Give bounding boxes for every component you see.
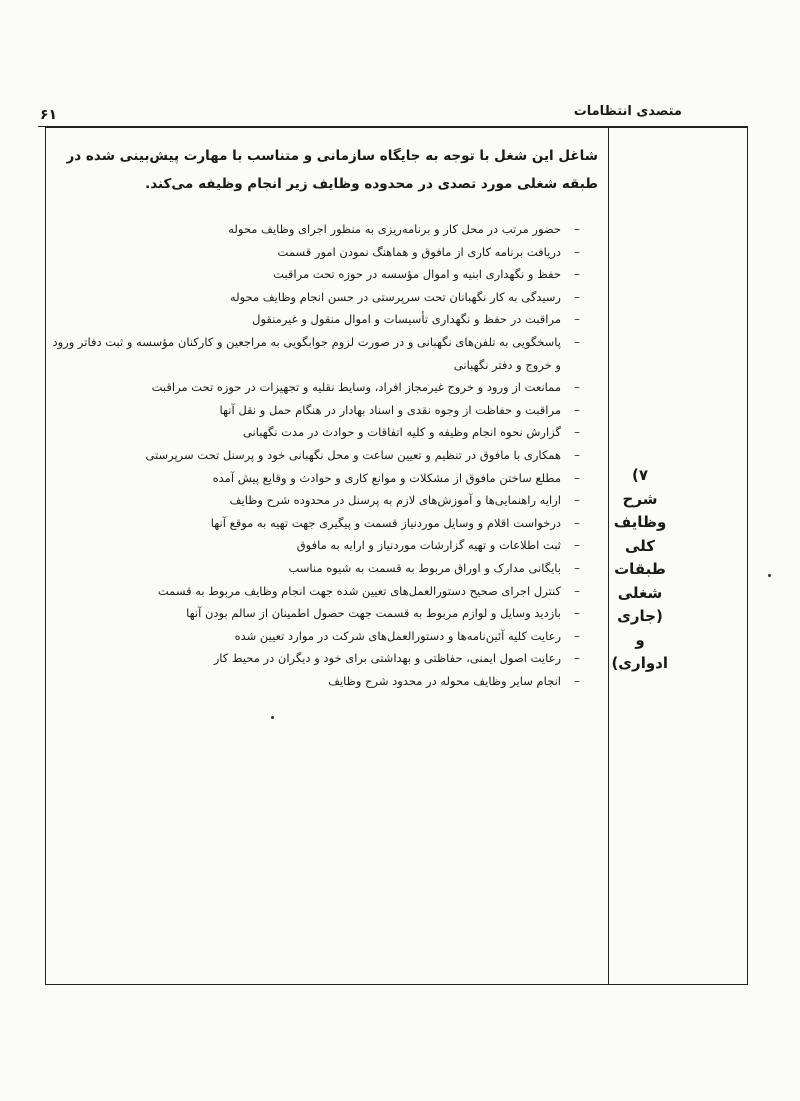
bullet-dash: –: [574, 402, 580, 417]
section-label: [612, 464, 668, 676]
section-label-line: شغلی: [617, 583, 663, 602]
duty-text: رعایت اصول ایمنی، حفاظتی و بهداشتی برای خود و دیگران در محیط کار: [213, 651, 561, 666]
bullet-dash: –: [574, 244, 580, 259]
section-label-line: ادواری): [611, 654, 668, 672]
duty-item: [50, 308, 583, 331]
duty-item: [50, 467, 583, 490]
duty-item: [50, 670, 583, 693]
bullet-dash: –: [574, 560, 580, 575]
section-label-line: ۷) شرح: [622, 466, 658, 508]
page-number: ۶۱: [40, 107, 58, 123]
bullet-dash: –: [574, 267, 580, 282]
bullet-dash: –: [574, 583, 580, 598]
duty-item: [50, 489, 583, 512]
duty-item: [50, 602, 583, 625]
bullet-dash: –: [574, 493, 580, 508]
section-label-line: کلی: [624, 536, 656, 555]
duty-text: دریافت برنامه کاری از مافوق و هماهنگ نمودن امور قسمت: [277, 244, 561, 259]
duty-item: [50, 241, 583, 264]
bullet-dash: –: [574, 628, 580, 643]
duty-text: ثبت اطلاعات و تهیه گزارشات موردنیاز و ارایه به مافوق: [296, 538, 561, 553]
duty-item: [50, 286, 583, 309]
bullet-dash: –: [574, 538, 580, 553]
duty-text: درخواست اقلام و وسایل موردنیاز قسمت و پیگیری جهت تهیه به موقع آنها: [210, 515, 561, 530]
duty-text: پاسخگویی به تلفن‌های نگهبانی و در صورت لزوم جوابگویی به مراجعین و کارکنان مؤسسه و ثبت دفاتر ورود و خروج و دفتر نگهبانی: [52, 334, 561, 372]
duty-item: [50, 580, 583, 603]
duty-text: کنترل اجرای صحیح دستورالعمل‌های تعیین شده جهت انجام وظایف مربوط به قسمت: [157, 583, 561, 598]
bullet-dash: –: [574, 222, 580, 236]
duty-text: حضور مرتب در محل کار و برنامه‌ریزی به منظور اجرای وظایف محوله: [228, 222, 561, 236]
duty-item: [50, 557, 583, 580]
section-label-line: (جاری و: [617, 607, 663, 649]
duty-text: بازدید وسایل و لوازم مربوط به قسمت جهت حصول اطمینان از سالم بودن آنها: [186, 606, 561, 621]
duty-text: مراقبت و حفاظت از وجوه نقدی و اسناد بهادار در هنگام حمل و نقل آنها: [219, 402, 561, 417]
table-column-divider: [608, 127, 609, 985]
bullet-dash: –: [574, 289, 580, 304]
duty-item: [50, 218, 583, 241]
duty-item: [50, 376, 583, 399]
duty-item: [50, 534, 583, 557]
duty-item: [50, 399, 583, 422]
bullet-dash: –: [574, 606, 580, 621]
scan-speck: [768, 574, 771, 577]
duty-item: [50, 512, 583, 535]
section-label-line: وظایف: [613, 513, 667, 531]
duty-text: حفظ و نگهداری ابنیه و اموال مؤسسه در حوزه تحت مراقبت: [273, 267, 561, 282]
duty-item: [50, 263, 583, 286]
duty-text: ممانعت از ورود و خروج غیرمجاز افراد، وسایط نقلیه و تجهیزات در حوزه تحت مراقبت: [151, 380, 561, 395]
duty-text: رسیدگی به کار نگهبانان تحت سرپرستی در حسن انجام وظایف محوله: [229, 289, 561, 304]
bullet-dash: –: [574, 651, 580, 666]
duty-text: انجام سایر وظایف محوله در محدود شرح وظایف: [328, 673, 561, 688]
section-label-line: طبقات: [614, 560, 666, 578]
duty-text: ارایه راهنمایی‌ها و آموزش‌های لازم به پرسنل در محدوده شرح وظایف: [229, 493, 561, 508]
duty-item: [50, 444, 583, 467]
duty-item: [50, 421, 583, 444]
duty-text: گزارش نحوه انجام وظیفه و کلیه اتفاقات و حوادث در مدت نگهبانی: [242, 425, 561, 440]
duty-text: رعایت کلیه آئین‌نامه‌ها و دستورالعمل‌های شرکت در موارد تعیین شده: [234, 628, 561, 643]
bullet-dash: –: [574, 515, 580, 530]
duty-text: مراقبت در حفظ و نگهداری تأسیسات و اموال منقول و غیرمنقول: [252, 312, 561, 327]
duty-list: [50, 218, 583, 692]
duty-item: [50, 331, 583, 376]
bullet-dash: –: [574, 673, 580, 688]
duty-item: [50, 647, 583, 670]
bullet-dash: –: [574, 470, 580, 485]
intro-paragraph: شاغل این شغل با توجه به جایگاه سازمانی و متناسب با مهارت پیش‌بینی شده در طبقه شغلی مورد تصدی در محدوده وظایف زیر انجام وظیفه می‌کند.: [66, 148, 598, 192]
scan-speck: [271, 716, 274, 719]
bullet-dash: –: [574, 312, 580, 327]
bullet-dash: –: [574, 334, 580, 349]
duty-text: مطلع ساختن مافوق از مشکلات و موانع کاری و حوادث و وقایع پیش آمده: [212, 470, 561, 485]
bullet-dash: –: [574, 447, 580, 462]
duty-text: بایگانی مدارک و اوراق مربوط به قسمت به شیوه مناسب: [288, 560, 561, 575]
page-header-title: متصدی انتظامات: [573, 104, 682, 119]
bullet-dash: –: [574, 380, 580, 395]
bullet-dash: –: [574, 425, 580, 440]
duty-text: همکاری با مافوق در تنظیم و تعیین ساعت و محل نگهبانی خود و پرسنل تحت سرپرستی: [145, 447, 561, 462]
duty-item: [50, 625, 583, 648]
